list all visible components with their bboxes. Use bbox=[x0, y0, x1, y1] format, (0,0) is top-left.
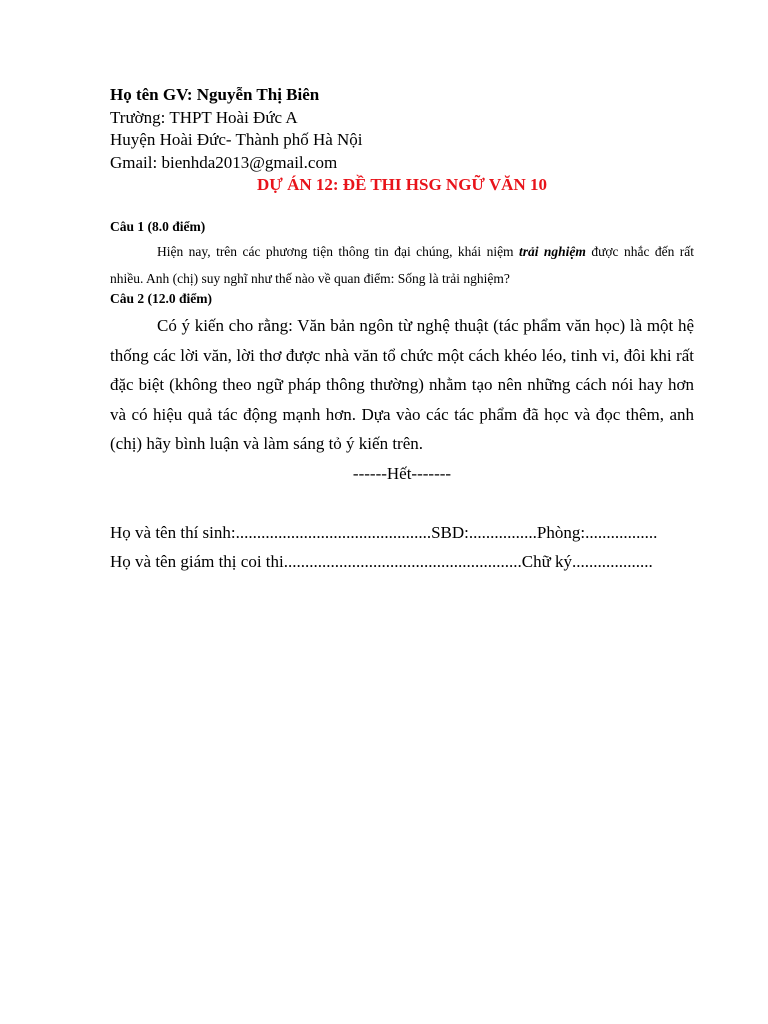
end-mark: ------Hết------- bbox=[352, 463, 452, 483]
exam-title: DỰ ÁN 12: ĐỀ THI HSG NGỮ VĂN 10 bbox=[257, 175, 547, 194]
district-name: Huyện Hoài Đức- Thành phố Hà Nội bbox=[110, 130, 363, 149]
question-1-text-after: được nhắc đến rất nhiều. Anh (chị) suy nghĩ như thế nào về quan điểm: Sống là trải nghiệm? bbox=[110, 244, 694, 286]
supervisor-line: Họ và tên giám thị coi thi........................................................Chữ ký................... bbox=[110, 552, 653, 571]
question-1-text-before: Hiện nay, trên các phương tiện thông tin đại chúng, khái niệm bbox=[157, 244, 519, 259]
question-2-text: Có ý kiến cho rằng: Văn bản ngôn từ nghệ thuật (tác phẩm văn học) là một hệ thống các lời văn, lời thơ được nhà văn tổ chức một cách khéo léo, tinh vi, đôi khi rất đặc biệt (không theo ngữ pháp thông thường) nhằm tạo nên những cách nói hay hơn và có hiệu quả tác động mạnh hơn. Dựa vào các tác phẩm đã học và đọc thêm, anh (chị) hãy bình luận và làm sáng tỏ ý kiến trên. bbox=[110, 316, 694, 453]
question-2-heading: Câu 2 (12.0 điểm) bbox=[110, 291, 212, 306]
gmail-line: Gmail: bienhda2013@gmail.com bbox=[110, 152, 338, 172]
question-1-text bbox=[110, 238, 694, 292]
teacher-name: Họ tên GV: Nguyễn Thị Biên bbox=[110, 85, 320, 104]
document-content bbox=[110, 84, 694, 577]
question-1-emphasis: trải nghiệm bbox=[518, 244, 586, 259]
candidate-info bbox=[110, 518, 694, 577]
question-1-heading: Câu 1 (8.0 điểm) bbox=[110, 219, 206, 234]
candidate-name-line: Họ và tên thí sinh:..............................................SBD:................Phòng:................. bbox=[110, 522, 658, 542]
school-name: Trường: THPT Hoài Đức A bbox=[110, 107, 298, 127]
